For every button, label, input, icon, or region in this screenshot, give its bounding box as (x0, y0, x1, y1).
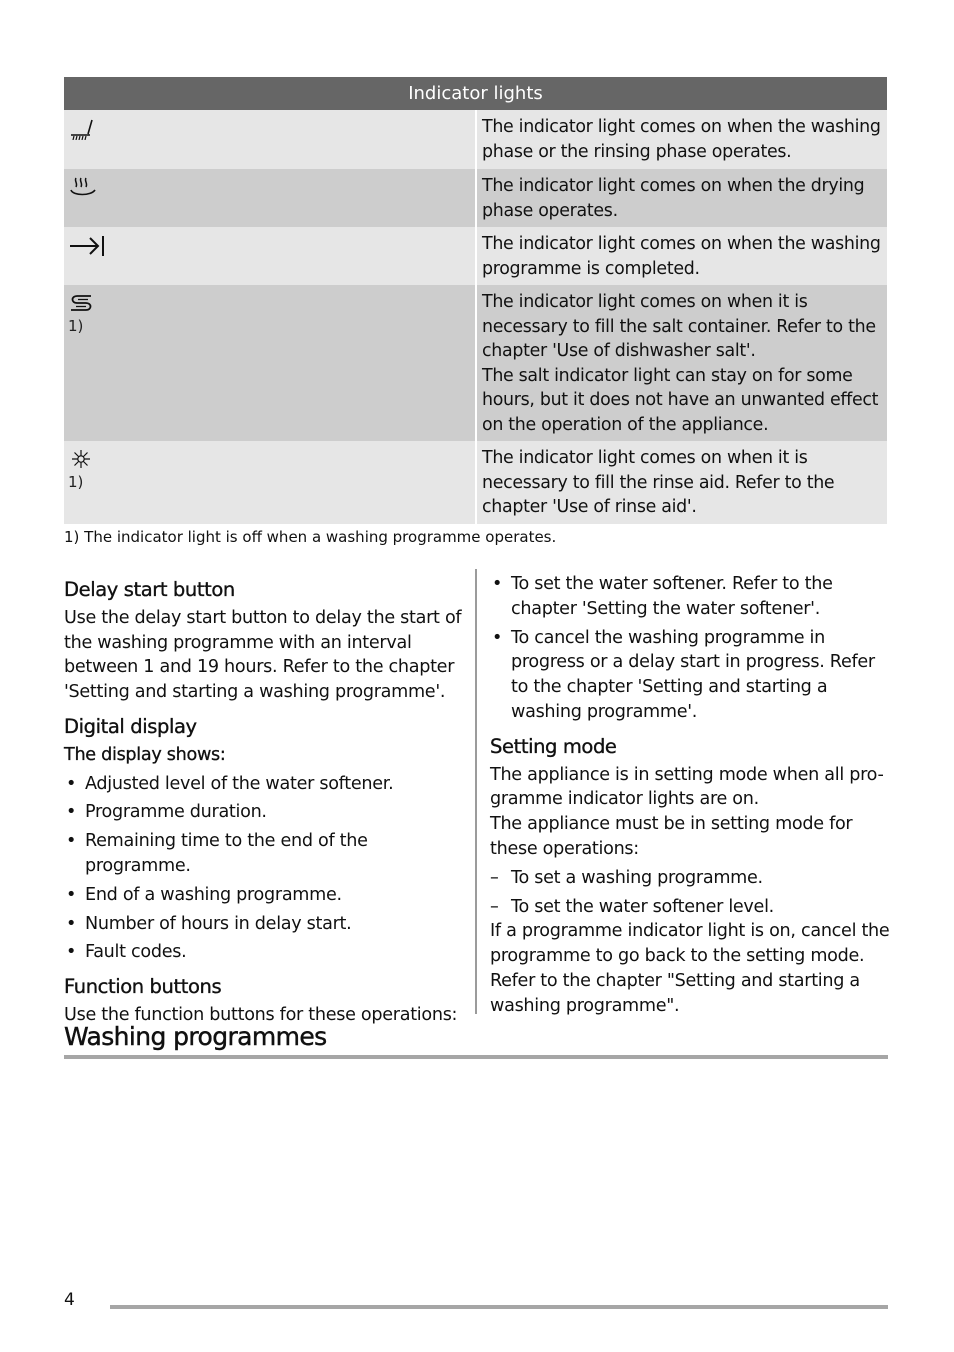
rinse-aid-icon (68, 447, 94, 471)
indicator-lights-table (64, 77, 887, 524)
table-cell-icon (64, 285, 475, 441)
table-row (64, 110, 887, 169)
left-column (64, 572, 466, 1028)
table-row (64, 227, 887, 285)
table-row (64, 441, 887, 524)
table-footnote: 1) The indicator light is off when a washing programme operates. (64, 528, 557, 546)
list-item: • To cancel the washing programme in progress or a delay start in progress. Refer to the chapter 'Setting and starting a washing programme'. (490, 626, 890, 725)
table-cell-icon (64, 169, 475, 227)
footnote-mark: 1) (68, 473, 84, 491)
setting-mode-body3: If a programme indicator light is on, cancel the programme to go back to the setting mode. Refer to the chapter "Setting and starting a washing programme". (490, 921, 890, 1016)
list-item: • Fault codes. (64, 940, 466, 965)
table-cell-icon (64, 110, 475, 169)
function-buttons-body: Use the function buttons for these operations: (64, 1004, 458, 1025)
page-number: 4 (64, 1290, 75, 1310)
list-item: • To set the water softener. Refer to the chapter 'Setting the water softener'. (490, 572, 890, 622)
table-cell-text: The indicator light comes on when it is necessary to fill the rinse aid. Refer to the chapter 'Use of rinse aid'. (477, 441, 887, 524)
setting-mode-list (490, 866, 890, 920)
table-cell-text: The indicator light comes on when the drying phase operates. (477, 169, 887, 227)
function-buttons-list (490, 572, 890, 725)
list-item: – To set a washing programme. (490, 866, 890, 891)
salt-text-line1: The indicator light comes on when it is necessary to fill the salt container. Refer to the chapter 'Use of dishwasher salt'. (482, 292, 876, 362)
list-item: – To set the water softener level. (490, 895, 890, 920)
delay-start-heading: Delay start button (64, 578, 235, 601)
column-divider (475, 569, 477, 1014)
setting-mode-body2: The appliance must be in setting mode for these operations: (490, 814, 853, 859)
section-divider (64, 1055, 888, 1059)
setting-mode-body1: The appliance is in setting mode when all pro-gramme indicator lights are on. (490, 764, 884, 810)
list-item: • Number of hours in delay start. (64, 912, 466, 937)
delay-start-body: Use the delay start button to delay the start of the washing programme with an interval between 1 and 19 hours. Refer to the chapter 'Setting and starting a washing programme'. (64, 607, 462, 703)
footer-divider (110, 1305, 888, 1309)
digital-display-heading: Digital display (64, 714, 197, 738)
display-list (64, 772, 466, 966)
table-cell-icon (64, 441, 475, 524)
programme-end-icon (68, 233, 106, 259)
salt-icon (68, 291, 96, 315)
list-item: • Remaining time to the end of the programme. (64, 829, 466, 879)
function-buttons-heading: Function buttons (64, 975, 222, 999)
table-cell-text: The indicator light comes on when the washing phase or the rinsing phase operates. (477, 110, 887, 169)
digital-display-subheading: The display shows: (64, 744, 226, 765)
table-row (64, 285, 887, 441)
table-cell-text: The indicator light comes on when the washing programme is completed. (477, 227, 887, 285)
wash-rinse-icon (68, 116, 96, 140)
list-item: • Programme duration. (64, 800, 466, 825)
drying-icon (68, 175, 98, 201)
section-title: Washing programmes (64, 1022, 327, 1051)
right-column (490, 572, 890, 1019)
salt-text-line2: The salt indicator light can stay on for some hours, but it does not have an unwanted effect on the operation of the appliance. (482, 365, 879, 435)
list-item: • End of a washing programme. (64, 883, 466, 908)
footnote-mark: 1) (68, 317, 84, 335)
table-cell-text (477, 285, 887, 441)
table-cell-icon (64, 227, 475, 285)
table-header: Indicator lights (64, 77, 887, 110)
setting-mode-heading: Setting mode (490, 734, 617, 758)
list-item: • Adjusted level of the water softener. (64, 772, 466, 797)
table-row (64, 169, 887, 227)
